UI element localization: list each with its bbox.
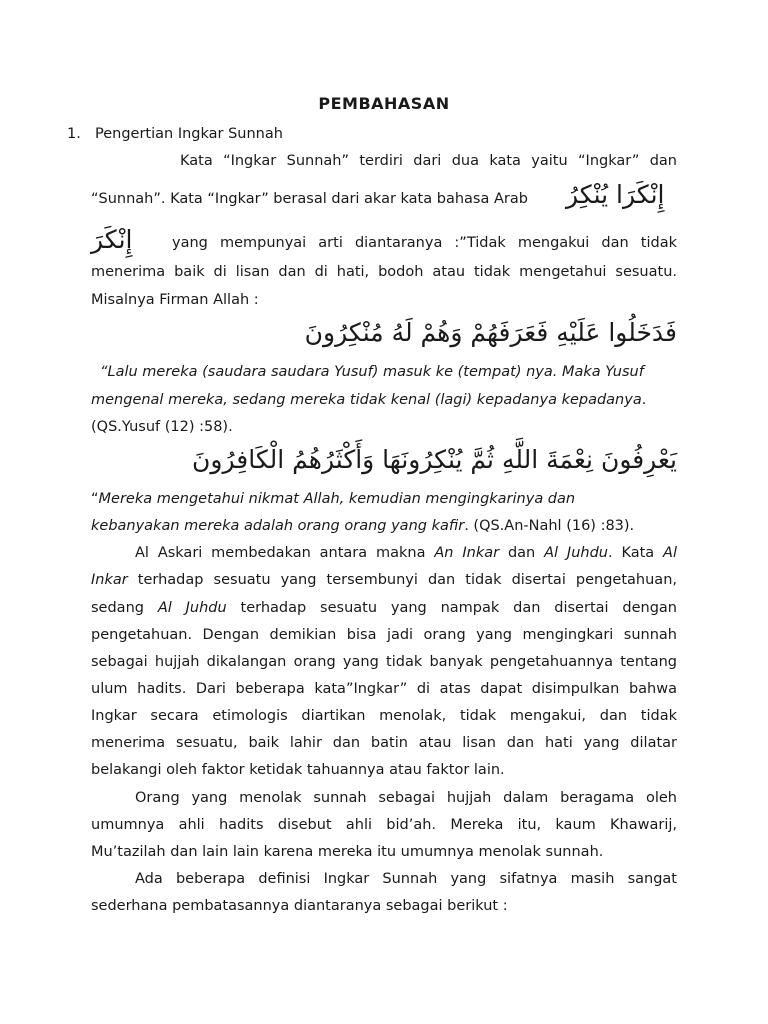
para2-line: sebagai hujjah dikalangan orang yang tidak banyak pengetahuannya tentang [91, 654, 677, 670]
para4-line: Ada beberapa definisi Ingkar Sunnah yang sifatnya masih sangat [135, 871, 677, 887]
para2-line: sedang Al Juhdu terhadap sesuatu yang nampak dan disertai dengan [91, 600, 677, 616]
para2-line: Ingkar secara etimologis diartikan menolak, tidak mengakui, dan tidak [91, 708, 677, 724]
quran-verse: فَدَخَلُوا عَلَيْهِ فَعَرَفَهُمْ وَهُمْ لَهُ مُنْكِرُونَ [304, 318, 677, 347]
para3-line: Mu’tazilah dan lain lain karena mereka itu umumnya menolak sunnah. [91, 844, 604, 860]
section-number: 1. [67, 126, 81, 142]
para2-line: ulum hadits. Dari beberapa kata”Ingkar” di atas dapat disimpulkan bahwa [91, 681, 677, 697]
arabic-word: إِنْكَرَا يُنْكِرُ [566, 180, 665, 209]
para2-line: pengetahuan. Dengan demikian bisa jadi orang yang mengingkari sunnah [91, 627, 677, 643]
section-heading: Pengertian Ingkar Sunnah [95, 126, 283, 142]
para1-line: Kata “Ingkar Sunnah” terdiri dari dua kata yaitu “Ingkar” dan [180, 153, 677, 169]
verse-translation: mengenal mereka, sedang mereka tidak kenal (lagi) kepadanya kepadanya. [91, 392, 647, 408]
para1-line: Misalnya Firman Allah : [91, 292, 259, 308]
arabic-word: إِنْكَرَ [91, 225, 133, 254]
para1-line: menerima baik di lisan dan di hati, bodoh atau tidak mengetahui sesuatu. [91, 264, 677, 280]
para2-line: menerima sesuatu, baik lahir dan batin atau lisan dan hati yang dilatar [91, 735, 677, 751]
para2-line: belakangi oleh faktor ketidak tahuannya atau faktor lain. [91, 762, 505, 778]
para1-line: “Sunnah”. Kata “Ingkar” berasal dari akar kata bahasa Arab [91, 191, 528, 207]
page-title: PEMBAHASAN [318, 94, 450, 113]
verse-translation: kebanyakan mereka adalah orang orang yang kafir. (QS.An-Nahl (16) :83). [91, 518, 635, 534]
para4-line: sederhana pembatasannya diantaranya sebagai berikut : [91, 898, 508, 914]
para2-line: Inkar terhadap sesuatu yang tersembunyi dan tidak disertai pengetahuan, [91, 572, 677, 588]
para3-line: Orang yang menolak sunnah sebagai hujjah dalam beragama oleh [135, 790, 677, 806]
verse-reference: (QS.Yusuf (12) :58). [91, 419, 233, 435]
para3-line: umumnya ahli hadits disebut ahli bid’ah. Mereka itu, kaum Khawarij, [91, 817, 677, 833]
verse-translation: “Mereka mengetahui nikmat Allah, kemudian mengingkarinya dan [91, 491, 576, 507]
quran-verse: يَعْرِفُونَ نِعْمَةَ اللَّهِ ثُمَّ يُنْكِرُونَهَا وَأَكْثَرُهُمُ الْكَافِرُونَ [192, 445, 677, 474]
para1-line: yang mempunyai arti diantaranya :”Tidak mengakui dan tidak [172, 235, 677, 251]
para2-line: Al Askari membedakan antara makna An Inkar dan Al Juhdu. Kata Al [135, 545, 677, 561]
verse-translation: “Lalu mereka (saudara saudara Yusuf) masuk ke (tempat) nya. Maka Yusuf [100, 364, 644, 380]
